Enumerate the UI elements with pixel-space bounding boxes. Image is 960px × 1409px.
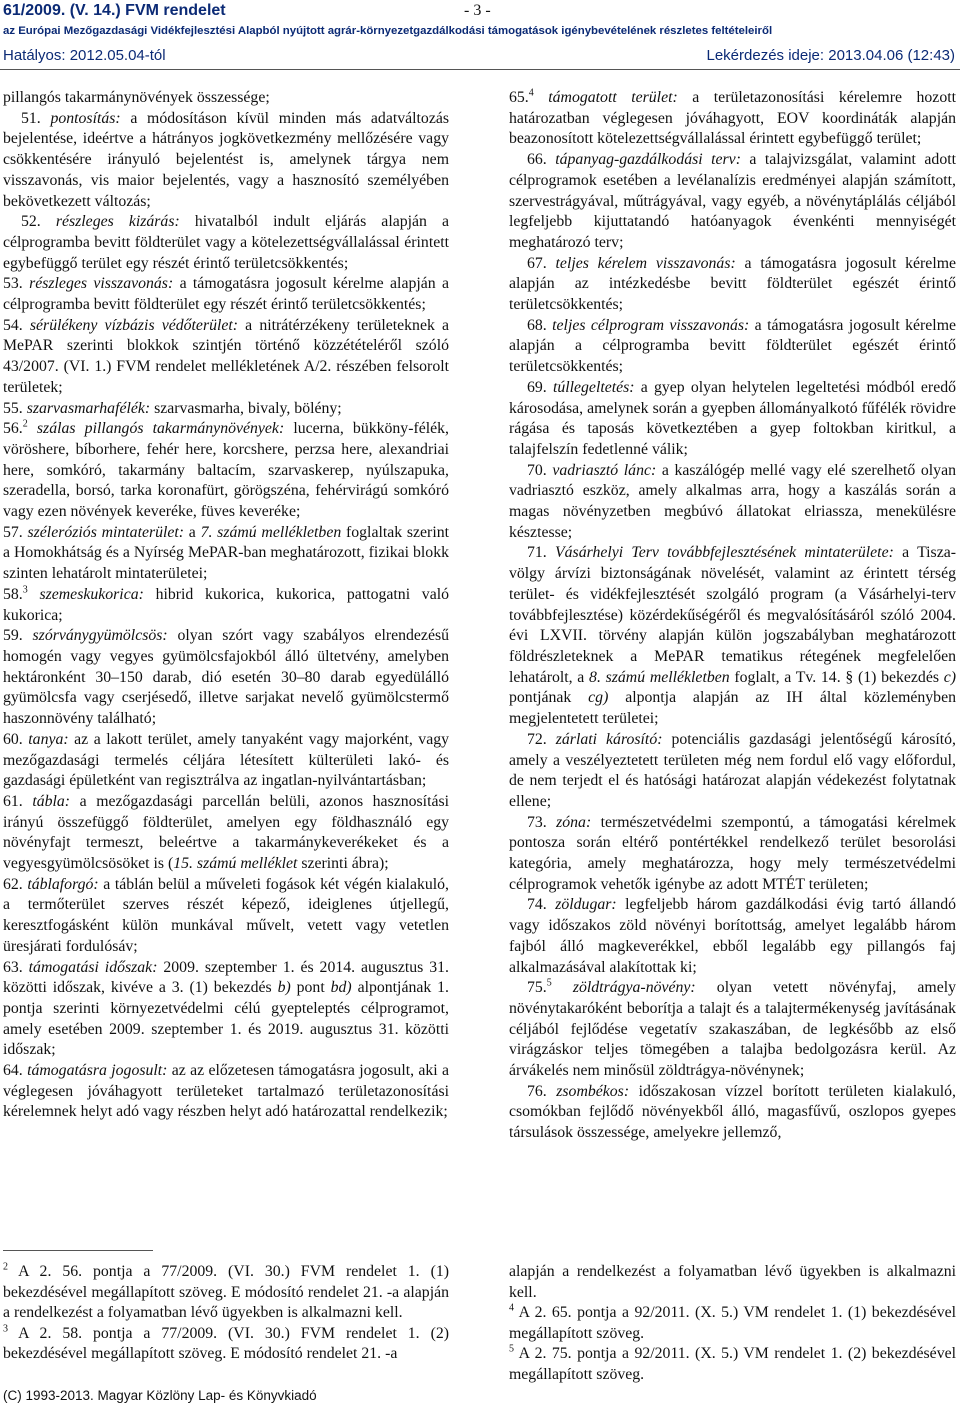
definition-text: a támogatásra jogosult kérelme alapján az intézkedésbe bevitt földterület egészét érintő területcsökkentés;	[509, 254, 957, 314]
footnote-text: A 2. 58. pontja a 77/2009. (VI. 30.) FVM rendelet 1. (2) bekezdésével megállapított szöveg. E módosító rendelet 21. -a	[3, 1324, 449, 1363]
defined-term: tápanyag-gazdálkodási terv:	[555, 151, 741, 169]
definition-56	[3, 419, 449, 523]
defined-term: zöldugar:	[555, 896, 617, 914]
definition-64	[3, 1061, 449, 1123]
definition-65	[509, 88, 956, 150]
footnote-divider	[3, 1250, 153, 1251]
definition-text: foglaltak szerint a Homokhátság és a Nyírség MePAR-ban meghatározott, fizikai blokk szinten lehatárolt mintaterületei;	[3, 523, 449, 583]
definition-70	[509, 461, 956, 544]
definition-54	[3, 316, 449, 399]
definition-55	[3, 399, 449, 420]
document-title: 61/2009. (V. 14.) FVM rendelet	[3, 2, 226, 19]
defined-term: támogatási időszak:	[28, 958, 158, 976]
definition-73	[509, 813, 956, 896]
footnote-ref[interactable]: 3	[22, 584, 28, 596]
definition-text: a területazonosítási kérelemre hozott határozatban véglegesen jóváhagyott, EOV koordináták alapján beazonosított kötelezettségvállalással érintett egybefüggő terület;	[509, 89, 956, 148]
definition-66	[509, 150, 956, 254]
definition-text: természetvédelmi szempontú, a támogatási kérelmek pontosza során eltérő pontértékkel rendelkező terület besorolási kategória, amely meghatározza, hogy mely természetvédelmi célprogramok vehetők igénybe az adott MTÉT területen;	[509, 813, 956, 893]
item-number: 70.	[527, 461, 547, 479]
copyright-notice: (C) 1993-2013. Magyar Közlöny Lap- és Könyvkiadó	[3, 1388, 317, 1403]
definition-text: legfeljebb három gazdálkodási évig tartó állandó vagy időszakos zöld növényi borítottság, amelyet legalább három fajból álló magkeverékkel, ebből legalább egy pillangós faj alkalmazásával alakítottak ki;	[509, 896, 957, 976]
definition-text: hibrid kukorica, kukorica, pattogatni való kukorica;	[3, 585, 449, 624]
effective-date: Hatályos: 2012.05.04-tól	[3, 47, 166, 64]
defined-term: zóna:	[556, 813, 592, 831]
defined-term: szarvasmarhafélék:	[26, 399, 151, 417]
query-time: Lekérdezés ideje: 2013.04.06 (12:43)	[706, 47, 955, 64]
item-number: 76.	[527, 1082, 547, 1100]
item-number: 57.	[3, 523, 23, 541]
footnote-ref[interactable]: 5	[546, 977, 552, 989]
definition-text: a támogatásra jogosult kérelme alapján a célprogramba bevitt földterület egy részét érintő területcsökkentés;	[3, 275, 450, 314]
defined-term: zöldtrágya-növény:	[551, 979, 696, 997]
footnote-marker: 4	[509, 1302, 514, 1314]
item-number: 72.	[527, 730, 547, 748]
definition-text: pontjának	[509, 689, 589, 707]
footnote-ref[interactable]: 4	[528, 87, 534, 99]
definition-text: szerinti ábra);	[297, 855, 389, 873]
item-number: 52.	[21, 213, 41, 231]
defined-term: tanya:	[28, 730, 69, 748]
definition-text: pont	[290, 979, 331, 997]
definition-text: a táblán belül a műveleti fogások két végén kialakuló, a termőterület szerves részét képező, ideiglenes útjellegű, keresztfogásként külön munkával művelt, vetett vagy vetetlen üresjárati fordulósáv;	[3, 875, 449, 955]
definition-text: lucerna, bükköny-félék, vöröshere, bíborhere, fehér here, korcshere, perzsa here, alexandriai here, somkóró, takarmány baltacím, szarvaskerep, nyúlszapuka, szeradella, borsó, tarka koronafürt, görögszéna, fehérvirágú somkóró vagy ezen növények keveréke, füves keveréke;	[3, 420, 449, 521]
defined-term: vadriasztó lánc:	[552, 461, 657, 479]
item-number: 64.	[3, 1062, 23, 1080]
definition-text: hivatalból indult eljárás alapján a célprogramba bevitt földterület vagy a kötelezettségvállalással érintett egybefüggő terület egy részét érintő területcsökkentés;	[3, 213, 450, 272]
definition-text: olyan vetett növényfaj, amely növénytakaróként beborítja a talajt és a talajtermékenység javításának céljából fejlődése vegetatív szakaszában, de legkésőbb az első virágzáskor teljes tömegében a talajba bedolgozásra kerül. Az árvákelés nem minősül zöldtrágya-növénynek;	[509, 979, 956, 1080]
definition-75	[509, 978, 956, 1082]
definition-text: szarvasmarha, bivaly, bölény;	[150, 399, 342, 417]
defined-term: Vásárhelyi Terv továbbfejlesztésének mintaterülete:	[555, 544, 894, 562]
item-number: 53.	[3, 275, 23, 293]
definition-text: foglalt, a Tv. 14. § (1) bekezdés	[729, 668, 944, 686]
item-number: 67.	[527, 254, 547, 272]
defined-term: teljes célprogram visszavonás:	[552, 316, 750, 334]
defined-term: szórványgyümölcsös:	[32, 627, 168, 645]
definition-63	[3, 958, 449, 1062]
point-reference: b)	[277, 979, 291, 997]
definition-text: a Tisza-völgy árvízi biztonságának növelését, valamint az érintett térség terület- és vidékfejlesztését szolgáló program (a Vásárhelyi-terv továbbfejlesztése) közérdekűségéről és megvalósításáról szóló 2004. évi LXVII. törvény alapján külön jogszabályban meghatározott földrészleteknek a MePAR tematikus rétegének megfelelően lehatárolt, a	[509, 544, 956, 686]
item-number: 56.	[3, 420, 23, 438]
defined-term: támogatásra jogosult:	[27, 1062, 168, 1080]
definition-text: alpontjának 1. pontja szerinti környezetvédelmi célú gyepteleptés célprogramot, amely esetében 2009. szeptember 1. és 2019. augusztus 31. közötti időszak;	[3, 979, 450, 1059]
item-number: 71.	[527, 544, 547, 562]
defined-term: sérülékeny vízbázis védőterület:	[29, 316, 239, 334]
page-number: - 3 -	[464, 2, 491, 19]
definition-text: a támogatásra jogosult kérelme alapján a célprogramba bevitt földterület egészét érintő területcsökkentés;	[509, 316, 956, 376]
definition-58	[3, 585, 449, 626]
item-number: 54.	[3, 316, 23, 334]
footnote-marker: 5	[509, 1344, 514, 1356]
footnote-marker: 3	[3, 1323, 8, 1335]
footnotes-right	[509, 1262, 956, 1386]
defined-term: tábla:	[32, 792, 71, 810]
definition-71	[509, 543, 956, 729]
definition-text: az a lakott terület, amely tanyaként vagy majorként, vagy mezőgazdasági termelés céljára létesített külterületi lakó- és gazdasági épületként van regisztrálva az ingatlan-nyilvántartásban;	[3, 730, 450, 790]
definition-61	[3, 792, 449, 875]
item-number: 60.	[3, 730, 23, 748]
definition-text: a kaszálógép mellé vagy elé szerelhető olyan vadriasztó eszköz, amely alkalmas arra, hogy a kaszálás során a magas növényzetben megbúvó állatokat elriassza, menekülésre késztesse;	[509, 461, 956, 541]
definition-text: alpontja alapján az IH által közleményben megjelentetett területei;	[509, 689, 956, 728]
definition-52	[3, 212, 449, 274]
item-number: 69.	[527, 378, 547, 396]
defined-term: szálas pillangós takarmánynövények:	[36, 420, 285, 438]
item-number: 55.	[3, 399, 23, 417]
footnote-text: A 2. 56. pontja a 77/2009. (VI. 30.) FVM rendelet 1. (1) bekezdésével megállapított szöveg. E módosító rendelet 21. -a alapján a rendelkezést a folyamatban lévő ügyekben is alkalmazni kell.	[3, 1263, 449, 1322]
item-number: 68.	[527, 316, 547, 334]
defined-term: részleges visszavonás:	[29, 275, 174, 293]
definition-text: a módosításon kívül minden más adatváltozás bejelentése, ideértve a hátrányos jogkövetkezmény mellőzésére vagy csökkentésére irányuló bejelentést is, amelynek tárgya nem visszavonás, vis maior bejelentés, vagy a hasznosító személyében bekövetkezett változás;	[3, 109, 449, 210]
footnote-4	[509, 1303, 956, 1344]
definition-59	[3, 626, 449, 730]
footnote-ref[interactable]: 2	[22, 418, 28, 430]
annex-reference: 15. számú melléklet	[173, 855, 298, 873]
header-divider	[0, 69, 960, 70]
defined-term: részleges kizárás:	[55, 213, 180, 231]
item-number: 66.	[527, 151, 547, 169]
item-number: 61.	[3, 792, 23, 810]
definition-text: a mezőgazdasági parcellán belüli, azonos hasznosítási irányú összefüggő földterület, amelyen egy földhasználó egy növényfajt termeszt, beleértve a takarmánykeverékeket és a vegyesgyümölcsösöket is (	[3, 792, 450, 873]
item-number: 59.	[3, 627, 23, 645]
item-number: 74.	[527, 896, 547, 914]
document-subtitle: az Európai Mezőgazdasági Vidékfejlesztési Alapból nyújtott agrár-környezetgazdálkodási támogatások igénybevételének részletes feltételeiről	[3, 25, 773, 37]
footnote-text: A 2. 75. pontja a 92/2011. (X. 5.) VM rendelet 1. (2) bekezdésével megállapított szöveg.	[509, 1345, 956, 1383]
item-number: 73.	[527, 813, 547, 831]
definition-53	[3, 274, 449, 315]
point-reference: bd)	[330, 979, 352, 997]
defined-term: teljes kérelem visszavonás:	[555, 254, 736, 272]
footnote-5	[509, 1344, 956, 1385]
definition-76	[509, 1082, 956, 1144]
footnotes-left	[3, 1262, 449, 1365]
definition-62	[3, 875, 449, 958]
defined-term: szemeskukorica:	[27, 585, 144, 603]
left-column	[3, 88, 449, 1123]
definition-67	[509, 254, 956, 316]
footnote-3	[3, 1324, 449, 1365]
defined-term: zsombékos:	[556, 1082, 630, 1100]
definition-text: az az előzetesen támogatásra jogosult, aki a véglegesen jóváhagyott területeket tartalmazó területazonosítási kérelemnek helyt adó vagy részben helyt adó határozattal rendelkezik;	[3, 1062, 450, 1121]
annex-reference: 7. számú mellékletben	[200, 523, 342, 541]
point-reference: cg)	[588, 689, 609, 707]
point-reference: c)	[943, 668, 956, 686]
definition-text: a nitrátérzékeny területeknek a MePAR szerinti blokkok szintjén történő közzétételéről szóló 43/2007. (VI. 1.) FVM rendelet mellékletének A/2. részében felsorolt területek;	[3, 316, 450, 396]
definition-text: potenciális gazdasági jelentőségű károsító, amely a veszélyeztetett területen még nem fordul elő vagy előfordul, de nem terjedt el és hatósági határozat alapján védekezést folytatnak ellene;	[509, 730, 956, 810]
item-number: 65.	[509, 89, 529, 106]
defined-term: széleróziós mintaterület:	[27, 523, 185, 541]
defined-term: túllegeltetés:	[552, 378, 635, 396]
annex-reference: 8. számú mellékletben	[589, 668, 730, 686]
footnote-3-continued: alapján a rendelkezést a folyamatban lévő ügyekben is alkalmazni kell.	[509, 1263, 956, 1301]
definition-text: időszakosan vízzel borított területen kialakuló, csomókban fejlődő növényekből álló, magasfűvű, oszlopos gyepes társulások összessége, amelyekre jellemző,	[509, 1082, 956, 1142]
definition-text: olyan szórt vagy szabályos elrendezésű homogén vagy vegyes gyümölcsfajokból álló ültetvény, amelyben hektáronként 30–150 darab, dió esetén 30–80 darab egyedülálló gyümölcsfa vagy cserjésedő, illetve sarjakat nevelő gyümölcstermő haszonnövény található;	[3, 627, 450, 728]
defined-term: zárlati károsító:	[555, 730, 663, 748]
definition-57	[3, 523, 449, 585]
item-number: 75.	[527, 979, 547, 997]
defined-term: pontosítás:	[50, 109, 121, 127]
definition-text: 2009. szeptember 1. és 2014. augusztus 31. közötti időszak, kivéve a 3. (1) bekezdés	[3, 958, 449, 997]
definition-text: a talajvizsgálat, valamint adott célprogramok esetében a levélanalízis eredményei alapján számított, szervestrágyával, műtrágyával, vagy egyéb, a növénytáplálás céljából legfeljebb kijuttatandó hatóanyagok évenkénti mennyiségét meghatározó terv;	[509, 151, 956, 251]
definition-68	[509, 316, 956, 378]
right-column	[509, 88, 956, 1144]
paragraph: pillangós takarmánynövények összessége;	[3, 89, 270, 106]
footnote-2	[3, 1262, 449, 1324]
definition-72	[509, 730, 956, 813]
item-number: 62.	[3, 875, 23, 893]
definition-74	[509, 895, 956, 978]
defined-term: táblaforgó:	[27, 875, 99, 893]
item-number: 63.	[3, 958, 23, 976]
definition-text: a	[184, 523, 201, 541]
footnote-text: A 2. 65. pontja a 92/2011. (X. 5.) VM rendelet 1. (1) bekezdésével megállapított szöveg.	[509, 1304, 956, 1342]
item-number: 51.	[21, 109, 41, 127]
definition-69	[509, 378, 956, 461]
item-number: 58.	[3, 585, 23, 603]
defined-term: támogatott terület:	[533, 89, 678, 106]
definition-text: a gyep olyan helytelen legeltetési módból eredő károsodása, amelynek során a gyepben állományalkotó fűfélék rövidre rágása és taposás következtében a gyep foltokban kiritkul, a talajfelszín fedetlenné válik;	[509, 378, 956, 458]
footnote-marker: 2	[3, 1261, 8, 1273]
definition-60	[3, 730, 449, 792]
definition-51	[3, 109, 449, 213]
